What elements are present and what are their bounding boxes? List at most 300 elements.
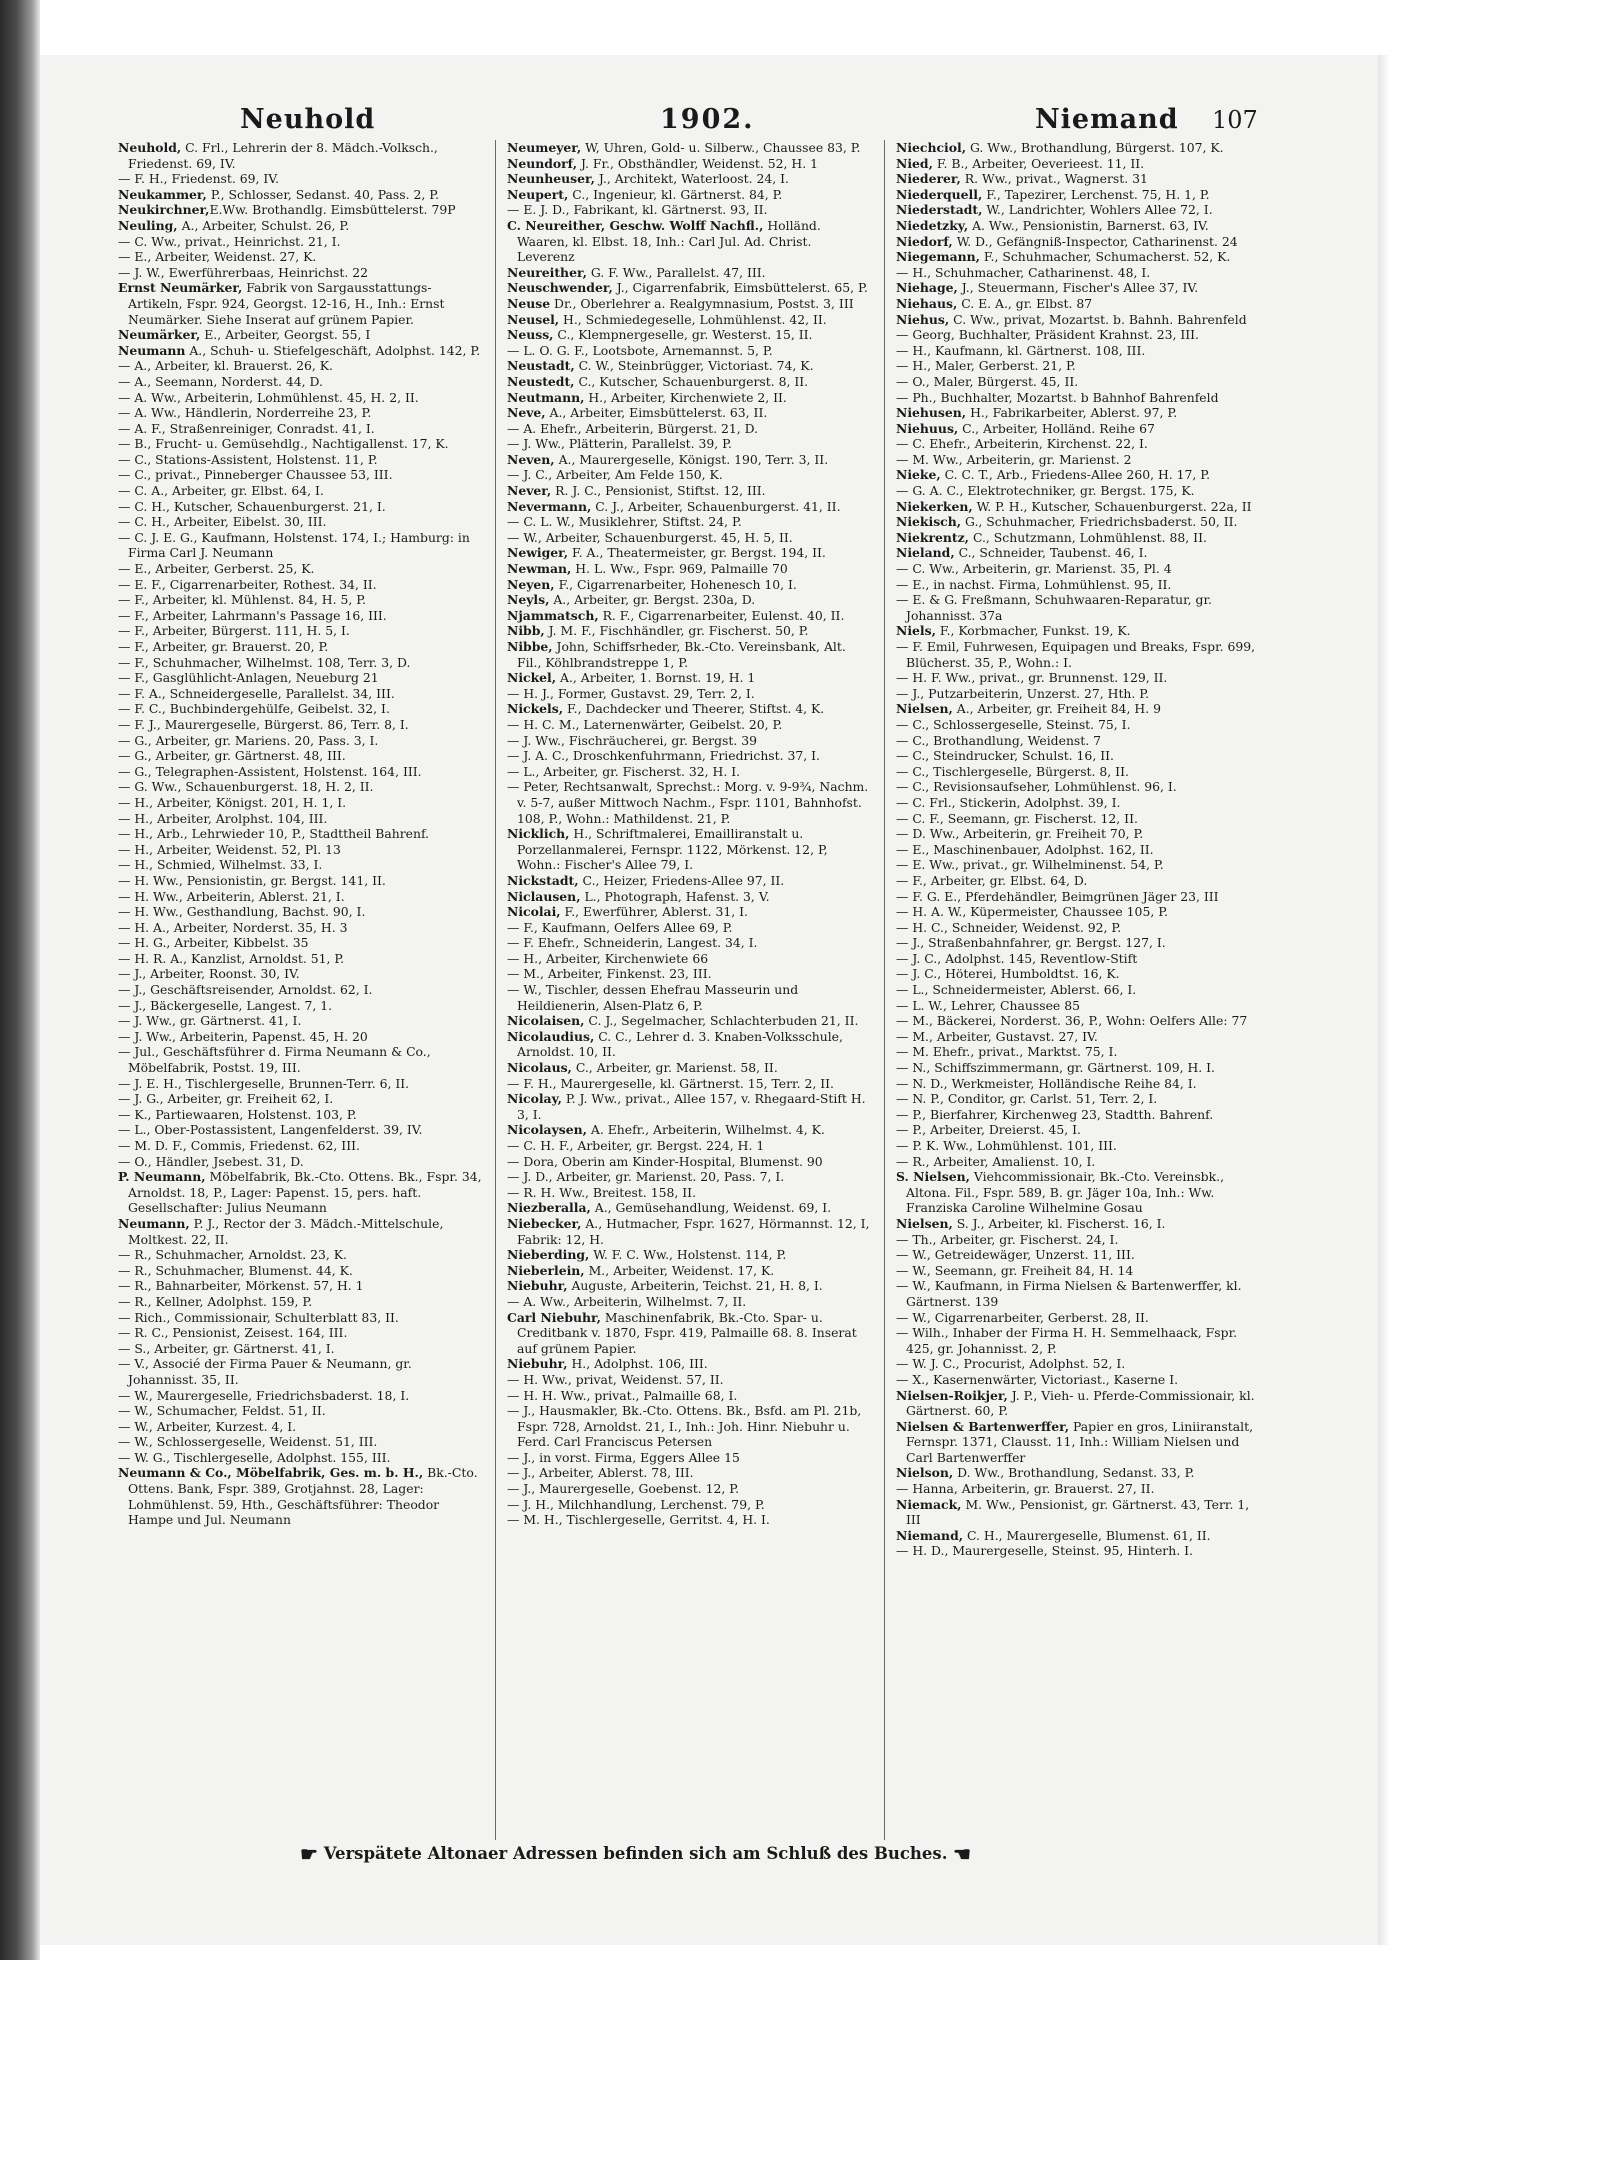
entry-surname: Niedorf, (896, 233, 953, 249)
entry-details: — H. Ww., Pensionistin, gr. Bergst. 141, II. (118, 872, 386, 888)
directory-entry (507, 483, 873, 499)
directory-entry (118, 1154, 484, 1170)
directory-entry (118, 1419, 484, 1435)
entry-details: — W., Kaufmann, in Firma Nielsen & Bartenwerffer, kl. Gärtnerst. 139 (896, 1278, 1242, 1309)
directory-entry (118, 920, 484, 936)
directory-entry (118, 1247, 484, 1263)
entry-details: — A., Seemann, Norderst. 44, D. (118, 373, 323, 389)
entry-details: — H. Ww., Gesthandlung, Bachst. 90, I. (118, 904, 366, 920)
entry-details: — H., Arbeiter, Arolphst. 104, III. (118, 810, 328, 826)
directory-entry (507, 156, 873, 172)
directory-entry (507, 733, 873, 749)
directory-entry (896, 1154, 1262, 1170)
entry-details: — L., Arbeiter, gr. Fischerst. 32, H. I. (507, 763, 741, 779)
entry-details: Holländ. Waaren, kl. Elbst. 18, Inh.: Carl Jul. Ad. Christ. Leverenz (517, 217, 821, 265)
directory-entry (896, 1076, 1262, 1092)
entry-details: — M. Ehefr., privat., Marktst. 75, I. (896, 1044, 1118, 1060)
pointing-hand-icon: ☛ (300, 1842, 318, 1866)
entry-details: — R., Kellner, Adolphst. 159, P. (118, 1293, 313, 1309)
directory-entry (118, 1434, 484, 1450)
entry-details: — J., Arbeiter, Ablerst. 78, III. (507, 1465, 694, 1481)
entry-details: C. Ww., privat, Mozartst. b. Bahnh. Bahrenfeld (949, 311, 1247, 327)
entry-surname: Neupert, (507, 186, 569, 202)
directory-entry (507, 436, 873, 452)
directory-entry (507, 187, 873, 203)
entry-details: Papier en gros, Liniiranstalt, Fernspr. 1371, Clausst. 11, Inh.: William Nielsen und Carl Bartenwerffer (906, 1418, 1254, 1465)
directory-entry (896, 405, 1262, 421)
entry-surname: Neuhold, (118, 140, 182, 155)
entry-surname: Nielson, (896, 1465, 954, 1481)
entry-details: — H. D., Maurergeselle, Steinst. 95, Hinterh. I. (896, 1543, 1193, 1559)
directory-entry (118, 452, 484, 468)
entry-details: — J. W., Ewerführerbaas, Heinrichst. 22 (118, 264, 369, 280)
entry-details: — H. C. M., Laternenwärter, Geibelst. 20, P. (507, 716, 783, 732)
entry-surname: Nieke, (896, 467, 941, 483)
entry-details: — G., Telegraphen-Assistent, Holstenst. 164, III. (118, 763, 422, 779)
entry-surname: Nielsen, (896, 1215, 953, 1231)
entry-surname: Niels, (896, 623, 936, 639)
directory-entry (896, 343, 1262, 359)
directory-entry (896, 234, 1262, 250)
entry-details: C. H., Maurergeselle, Blumenst. 61, II. (963, 1527, 1211, 1543)
directory-entry (118, 1013, 484, 1029)
entry-surname: Carl Niebuhr, (507, 1309, 601, 1325)
directory-entry (507, 171, 873, 187)
directory-entry (896, 670, 1262, 686)
entry-details: — C., Stations-Assistent, Holstenst. 11, P. (118, 451, 378, 467)
entry-details: — R. C., Pensionist, Zeisest. 164, III. (118, 1325, 348, 1341)
entry-details: Auguste, Arbeiterin, Teichst. 21, H. 8, I. (567, 1278, 823, 1294)
entry-details: H. L. Ww., Fspr. 969, Palmaille 70 (571, 561, 788, 577)
directory-entry (507, 826, 873, 873)
entry-details: H., Adolphst. 106, III. (567, 1356, 708, 1372)
entry-surname: Neumann (118, 342, 186, 358)
directory-entry (507, 1076, 873, 1092)
entry-details: — B., Frucht- u. Gemüsehdlg., Nachtigallenst. 17, K. (118, 436, 449, 452)
directory-entry (896, 748, 1262, 764)
directory-entry (118, 811, 484, 827)
entry-details: — F., Arbeiter, Bürgerst. 111, H. 5, I. (118, 623, 350, 639)
directory-entry (896, 1013, 1262, 1029)
directory-entry (118, 1294, 484, 1310)
directory-entry (896, 187, 1262, 203)
entry-surname: Neustedt, (507, 373, 575, 389)
directory-entry (896, 327, 1262, 343)
directory-entry (896, 1169, 1262, 1216)
entry-details: W. P. H., Kutscher, Schauenburgerst. 22a, II (972, 498, 1252, 514)
entry-details: — C. L. W., Musiklehrer, Stiftst. 24, P. (507, 514, 742, 530)
directory-entry (118, 1107, 484, 1123)
entry-details: — W., Seemann, gr. Freiheit 84, H. 14 (896, 1262, 1134, 1278)
entry-details: L., Photograph, Hafenst. 3, V. (580, 888, 770, 904)
entry-details: — F. C., Buchbindergehülfe, Geibelst. 32, I. (118, 701, 390, 717)
directory-entry (507, 1185, 873, 1201)
entry-surname: Niehuus, (896, 420, 959, 436)
directory-entry (507, 592, 873, 608)
directory-entry (118, 982, 484, 998)
entry-surname: Nibb, (507, 623, 545, 639)
entry-surname: Niekrentz, (896, 529, 969, 545)
directory-entry (507, 545, 873, 561)
directory-entry (896, 701, 1262, 717)
notice-text: Verspätete Altonaer Adressen befinden sich am Schluß des Buches. (323, 1844, 948, 1863)
entry-details: C. E. A., gr. Elbst. 87 (957, 295, 1093, 311)
entry-surname: Neumeyer, (507, 140, 582, 155)
directory-entry (896, 467, 1262, 483)
entry-details: — J. C., Arbeiter, Am Felde 150, K. (507, 467, 723, 483)
entry-surname: Neusel, (507, 311, 560, 327)
entry-details: C. C. T., Arb., Friedens-Allee 260, H. 17, P. (940, 467, 1211, 483)
entry-surname: Neumann, (118, 1215, 190, 1231)
entry-details: Viehcommissionair, Bk.-Cto. Vereinsbk., Altona. Fil., Fspr. 589, B. gr. Jäger 10a, Inh.: Ww. Franziska Caroline Wilhelmine Gosau (906, 1169, 1225, 1216)
directory-entry (896, 265, 1262, 281)
entry-surname: Nieland, (896, 545, 955, 561)
directory-entry (896, 1481, 1262, 1497)
entry-details: — O., Maler, Bürgerst. 45, II. (896, 373, 1079, 389)
directory-entry (118, 1263, 484, 1279)
directory-entry (118, 467, 484, 483)
entry-details: — E., Maschinenbauer, Adolphst. 162, II. (896, 841, 1154, 857)
directory-entry (118, 234, 484, 250)
directory-entry (118, 826, 484, 842)
entry-details: — F. J., Maurergeselle, Bürgerst. 86, Terr. 8, I. (118, 716, 409, 732)
directory-entry (896, 1029, 1262, 1045)
directory-entry (896, 421, 1262, 437)
entry-details: — A. Ww., Händlerin, Norderreihe 23, P. (118, 405, 372, 421)
entry-details: — Ph., Buchhalter, Mozartst. b Bahnhof Bahrenfeld (896, 389, 1219, 405)
entry-details: — F., Arbeiter, gr. Elbst. 64, D. (896, 872, 1088, 888)
entry-details: A., Arbeiter, gr. Bergst. 230a, D. (549, 592, 756, 608)
entry-surname: Njammatsch, (507, 607, 599, 623)
directory-entry (118, 390, 484, 406)
entry-surname: Neutmann, (507, 389, 585, 405)
entry-details: — Dora, Oberin am Kinder-Hospital, Blumenst. 90 (507, 1153, 823, 1169)
entry-details: — K., Partiewaaren, Holstenst. 103, P. (118, 1106, 357, 1122)
entry-details: — H. A., Arbeiter, Norderst. 35, H. 3 (118, 919, 348, 935)
entry-details: — J. C., Adolphst. 145, Reventlow-Stift (896, 950, 1138, 966)
entry-details: — J., Bäckergeselle, Langest. 7, 1. (118, 997, 333, 1013)
entry-details: F., Dachdecker und Theerer, Stiftst. 4, K. (563, 701, 825, 717)
directory-entry (896, 1528, 1262, 1544)
directory-entry (118, 1356, 484, 1387)
directory-entry (507, 1372, 873, 1388)
entry-surname: Niegemann, (896, 249, 980, 265)
entry-surname: Niehaus, (896, 295, 958, 311)
directory-entry (896, 920, 1262, 936)
entry-details: — C. J. E. G., Kaufmann, Holstenst. 174, I.; Hamburg: in Firma Carl J. Neumann (118, 529, 470, 561)
directory-entry (507, 1029, 873, 1060)
entry-details: — C., Brothandlung, Weidenst. 7 (896, 732, 1102, 748)
entry-details: — C., Schlossergeselle, Steinst. 75, I. (896, 716, 1131, 732)
directory-entry (118, 1450, 484, 1466)
entry-details: — C. H. F., Arbeiter, gr. Bergst. 224, H. 1 (507, 1138, 765, 1153)
entry-details: W, Uhren, Gold- u. Silberw., Chaussee 83, P. (581, 140, 861, 155)
directory-entry (118, 436, 484, 452)
entry-surname: Nieberlein, (507, 1262, 585, 1278)
directory-entry (896, 889, 1262, 905)
entry-details: — E., Arbeiter, Weidenst. 27, K. (118, 249, 317, 265)
entry-details: — M., Arbeiter, Finkenst. 23, III. (507, 966, 712, 982)
entry-surname: Nicolaysen, (507, 1122, 587, 1138)
directory-entry (118, 218, 484, 234)
directory-entry (118, 857, 484, 873)
directory-entry (896, 686, 1262, 702)
header-left-word: Neuhold (240, 104, 376, 135)
directory-entry (896, 1278, 1262, 1309)
directory-entry (896, 717, 1262, 733)
entry-surname: Nickstadt, (507, 872, 579, 888)
entry-details: — E. Ww., privat., gr. Wilhelminenst. 54, P. (896, 857, 1164, 873)
directory-entry (507, 764, 873, 780)
directory-entry (896, 296, 1262, 312)
directory-entry (507, 748, 873, 764)
entry-surname: Niemand, (896, 1527, 964, 1543)
entry-details: C., Arbeiter, Holländ. Reihe 67 (958, 420, 1155, 436)
entry-details: J. P., Vieh- u. Pferde-Commissionair, kl. Gärtnerst. 60, P. (906, 1387, 1255, 1419)
entry-details: — R., Schuhmacher, Arnoldst. 23, K. (118, 1247, 347, 1263)
entry-surname: Neuschwender, (507, 280, 613, 296)
directory-entry (507, 1060, 873, 1076)
directory-entry (896, 1247, 1262, 1263)
entry-details: — W., Arbeiter, Kurzest. 4, I. (118, 1418, 297, 1434)
entry-details: — A. Ehefr., Arbeiterin, Bürgerst. 21, D. (507, 420, 759, 436)
directory-entry (507, 889, 873, 905)
directory-entry (896, 1232, 1262, 1248)
entry-details: — M., Bäckerei, Norderst. 36, P., Wohn: Oelfers Alle: 77 (896, 1013, 1248, 1029)
directory-entry (118, 889, 484, 905)
directory-entry (507, 904, 873, 920)
entry-surname: Nielsen-Roikjer, (896, 1387, 1008, 1403)
directory-entry (896, 873, 1262, 889)
entry-details: — C., Revisionsaufseher, Lohmühlenst. 96, I. (896, 779, 1177, 795)
directory-entry (118, 748, 484, 764)
directory-entry (896, 499, 1262, 515)
directory-entry (896, 390, 1262, 406)
directory-entry (507, 717, 873, 733)
entry-details: — M. D. F., Commis, Friedenst. 62, III. (118, 1138, 360, 1153)
entry-details: — C. H., Kutscher, Schauenburgerst. 21, I. (118, 498, 386, 514)
entry-details: — N. P., Conditor, gr. Carlst. 51, Terr. 2, I. (896, 1091, 1158, 1107)
entry-surname: Nielsen, (896, 701, 953, 717)
directory-entry (118, 655, 484, 671)
entry-surname: Nibbe, (507, 639, 553, 654)
entry-details: Bk.-Cto. Ottens. Bank, Fspr. 389, Grotjahnst. 28, Lager: Lohmühlenst. 59, Hth., Geschäftsführer: Theodor Hampe und Jul. Neumann (128, 1465, 478, 1528)
entry-surname: Neureither, (507, 264, 587, 280)
directory-entry (507, 1122, 873, 1138)
directory-entry (507, 374, 873, 390)
directory-entry (896, 623, 1262, 639)
entry-surname: Niebuhr, (507, 1278, 568, 1294)
directory-entry (507, 982, 873, 1013)
entry-details: G. F. Ww., Parallelst. 47, III. (586, 264, 766, 280)
entry-details: — C. F., Seemann, gr. Fischerst. 12, II. (896, 810, 1138, 826)
directory-entry (118, 623, 484, 639)
entry-details: — W., Tischler, dessen Ehefrau Masseurin und Heildienerin, Alsen-Platz 6, P. (507, 982, 799, 1013)
entry-surname: S. Nielsen, (896, 1169, 970, 1185)
entry-surname: Niemack, (896, 1496, 962, 1512)
entry-details: — H., Arbeiter, Weidenst. 52, Pl. 13 (118, 841, 341, 857)
entry-details: — W., Maurergeselle, Friedrichsbaderst. 18, I. (118, 1387, 410, 1403)
entry-details: C., Arbeiter, gr. Marienst. 58, II. (571, 1060, 778, 1076)
entry-details: F., Tapezirer, Lerchenst. 75, H. 1, P. (982, 186, 1210, 202)
late-addresses-notice (300, 1842, 1100, 1870)
directory-entry (507, 951, 873, 967)
entry-surname: Neustadt, (507, 358, 575, 374)
page-edge (1378, 55, 1390, 1945)
entry-surname: Never, (507, 483, 552, 499)
entry-details: M. Ww., Pensionist, gr. Gärtnerst. 43, Terr. 1, III (906, 1496, 1250, 1528)
entry-details: — R., Schuhmacher, Blumenst. 44, K. (118, 1262, 353, 1278)
directory-entry (507, 421, 873, 437)
directory-entry (118, 421, 484, 437)
entry-surname: Nied, (896, 155, 933, 171)
entry-surname: Niezberalla, (507, 1200, 591, 1216)
directory-entry (507, 405, 873, 421)
entry-surname: Nevermann, (507, 498, 592, 514)
directory-entry (507, 1481, 873, 1497)
directory-entry (118, 966, 484, 982)
directory-entry (896, 545, 1262, 561)
entry-details: C., Ingenieur, kl. Gärtnerst. 84, P. (568, 186, 783, 202)
directory-entry (507, 873, 873, 889)
entry-details: — Jul., Geschäftsführer d. Firma Neumann & Co., Möbelfabrik, Postst. 19, III. (118, 1044, 431, 1076)
directory-entry (896, 982, 1262, 998)
entry-details: W., Landrichter, Wohlers Allee 72, I. (982, 202, 1213, 218)
entry-details: F., Korbmacher, Funkst. 19, K. (935, 623, 1131, 639)
entry-details: — Hanna, Arbeiterin, gr. Brauerst. 27, II. (896, 1481, 1155, 1497)
entry-details: F., Schuhmacher, Schumacherst. 52, K. (979, 249, 1231, 265)
entry-details: — R., Bahnarbeiter, Mörkenst. 57, H. 1 (118, 1278, 364, 1294)
directory-entry (896, 280, 1262, 296)
directory-entry (118, 1076, 484, 1092)
directory-entry (896, 483, 1262, 499)
directory-entry (896, 312, 1262, 328)
entry-details: — E., Arbeiter, Gerberst. 25, K. (118, 561, 315, 577)
entry-details: — E. J. D., Fabrikant, kl. Gärtnerst. 93, II. (507, 202, 768, 218)
page-number: 107 (1212, 106, 1258, 134)
directory-entry (507, 390, 873, 406)
directory-entry (896, 1107, 1262, 1123)
entry-surname: Niebecker, (507, 1215, 582, 1231)
directory-entry (118, 1403, 484, 1419)
entry-details: — Peter, Rechtsanwalt, Sprechst.: Morg. v. 9-9¾, Nachm. v. 5-7, außer Mittwoch Nachm., Fspr. 1101, Bahnhofst. 108, P., Wohn.: Mathildenst. 21, P. (507, 779, 869, 826)
directory-entry (896, 998, 1262, 1014)
entry-details: — G., Arbeiter, gr. Gärtnerst. 48, III. (118, 748, 346, 764)
directory-column-2 (507, 140, 873, 1840)
directory-entry (896, 1263, 1262, 1279)
directory-entry (507, 1013, 873, 1029)
entry-surname: Newman, (507, 561, 572, 577)
scan-shadow-strip (0, 0, 40, 1960)
entry-details: — P., Bierfahrer, Kirchenweg 23, Stadtth. Bahrenf. (896, 1106, 1214, 1122)
entry-details: F., Ewerführer, Ablerst. 31, I. (560, 904, 748, 920)
entry-details: D. Ww., Brothandlung, Sedanst. 33, P. (953, 1465, 1195, 1481)
directory-entry (118, 1325, 484, 1341)
entry-details: C. J., Segelmacher, Schlachterbuden 21, II. (584, 1013, 859, 1029)
entry-details: — L., Schneidermeister, Ablerst. 66, I. (896, 982, 1137, 998)
directory-entry (896, 1419, 1262, 1466)
directory-entry (896, 733, 1262, 749)
entry-details: — J. C., Höterei, Humboldtst. 16, K. (896, 966, 1120, 982)
directory-entry (896, 452, 1262, 468)
directory-entry (507, 779, 873, 826)
entry-details: — C. A., Arbeiter, gr. Elbst. 64, I. (118, 483, 324, 499)
directory-entry (507, 327, 873, 343)
directory-entry (896, 374, 1262, 390)
directory-entry (507, 1216, 873, 1247)
entry-surname: Niederer, (896, 171, 961, 187)
entry-details: — W. G., Tischlergeselle, Adolphst. 155, III. (118, 1449, 391, 1465)
directory-entry (118, 873, 484, 889)
entry-surname: Neumärker, (118, 327, 201, 343)
entry-details: — D. Ww., Arbeiterin, gr. Freiheit 70, P. (896, 826, 1144, 842)
entry-surname: Nicolaus, (507, 1060, 572, 1076)
directory-entry (896, 951, 1262, 967)
entry-details: — A. Ww., Arbeiterin, Lohmühlenst. 45, H. 2, II. (118, 389, 419, 405)
directory-entry (118, 717, 484, 733)
directory-entry (896, 561, 1262, 577)
entry-details: — H. J., Former, Gustavst. 29, Terr. 2, I. (507, 685, 755, 701)
entry-details: C., Klempnergeselle, gr. Westerst. 15, II. (553, 327, 813, 343)
directory-entry (118, 1044, 484, 1075)
directory-entry (896, 592, 1262, 623)
entry-details: C., Schneider, Taubenst. 46, I. (954, 545, 1148, 561)
entry-surname: Nielsen & Bartenwerffer, (896, 1418, 1070, 1434)
entry-details: — H., Schuhmacher, Catharinenst. 48, I. (896, 264, 1151, 280)
directory-entry (507, 670, 873, 686)
entry-details: — W., Cigarrenarbeiter, Gerberst. 28, II. (896, 1309, 1149, 1325)
entry-details: — A., Arbeiter, kl. Brauerst. 26, K. (118, 358, 333, 374)
entry-details: — J., in vorst. Firma, Eggers Allee 15 (507, 1449, 740, 1465)
entry-surname: Neyen, (507, 576, 555, 592)
entry-surname: Nickels, (507, 701, 564, 717)
entry-surname: Niekerken, (896, 498, 973, 514)
directory-entry (507, 140, 873, 156)
directory-entry (118, 1029, 484, 1045)
directory-entry (118, 951, 484, 967)
directory-entry (118, 1216, 484, 1247)
entry-details: R. J. C., Pensionist, Stiftst. 12, III. (551, 483, 766, 499)
entry-details: A., Gemüsehandlung, Weidenst. 69, I. (590, 1200, 832, 1216)
entry-details: H., Fabrikarbeiter, Ablerst. 97, P. (966, 405, 1178, 421)
entry-surname: Newiger, (507, 545, 569, 561)
entry-details: — J., Maurergeselle, Goebenst. 12, P. (507, 1481, 740, 1497)
entry-details: — Wilh., Inhaber der Firma H. H. Semmelhaack, Fspr. 425, gr. Johannisst. 2, P. (896, 1325, 1238, 1356)
directory-entry (896, 1216, 1262, 1232)
entry-details: — J. D., Arbeiter, gr. Marienst. 20, Pass. 7, I. (507, 1169, 785, 1185)
directory-column-3 (896, 140, 1262, 1840)
entry-details: — H. F. Ww., privat., gr. Brunnenst. 129, II. (896, 670, 1168, 686)
directory-entry (507, 1154, 873, 1170)
entry-details: C., Heizer, Friedens-Allee 97, II. (578, 872, 785, 888)
entry-details: G. Ww., Brothandlung, Bürgerst. 107, K. (966, 140, 1224, 155)
entry-details: — Th., Arbeiter, gr. Fischerst. 24, I. (896, 1231, 1119, 1247)
entry-details: — H. Ww., Arbeiterin, Ablerst. 21, I. (118, 888, 345, 904)
directory-entry (118, 639, 484, 655)
entry-details: — J., Arbeiter, Roonst. 30, IV. (118, 966, 300, 982)
entry-details: — J. Ww., Fischräucherei, gr. Bergst. 39 (507, 732, 758, 748)
directory-entry (896, 795, 1262, 811)
directory-entry (118, 764, 484, 780)
entry-surname: Neuse (507, 295, 551, 311)
entry-details: C., Kutscher, Schauenburgerst. 8, II. (574, 373, 809, 389)
entry-details: — C., privat., Pinneberger Chaussee 53, III. (118, 467, 393, 483)
header-year: 1902. (660, 104, 755, 135)
entry-surname: Nicolaisen, (507, 1013, 585, 1029)
entry-details: J. Fr., Obsthändler, Weidenst. 52, H. 1 (577, 155, 818, 171)
entry-details: — J., Geschäftsreisender, Arnoldst. 62, I. (118, 982, 373, 998)
entry-details: A., Hutmacher, Fspr. 1627, Hörmannst. 12, I, Fabrik: 12, H. (517, 1215, 870, 1247)
